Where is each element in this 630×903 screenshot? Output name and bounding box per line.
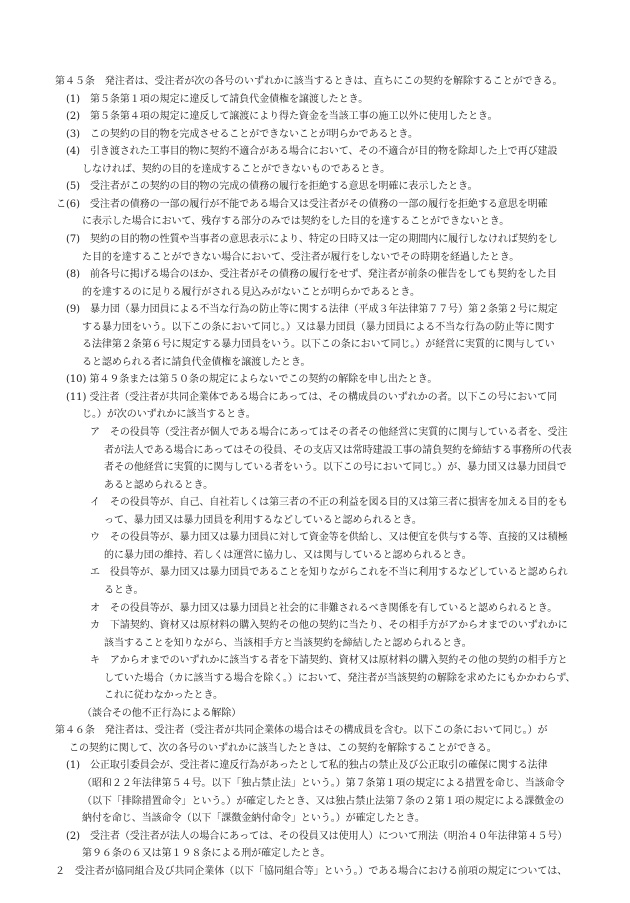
text-line: する暴力団をいう。以下この条において同じ。）又は暴力団員（暴力団員による不当な行為の防止等に関す — [82, 322, 555, 333]
text-line: (5) 受注者がこの契約の目的物の完成の債務の履行を拒絶する意思を明確に表示したとき。 — [66, 181, 478, 192]
text-line: エ 役員等が、暴力団又は暴力団員であることを知りながらこれを不当に利用するなどしていると認められ — [90, 567, 568, 578]
text-line: た目的を達することができない場合において、受注者が履行をしないでその時期を経過したとき。 — [82, 252, 520, 263]
text-line: （昭和２２年法律第５４号。以下「独占禁止法」という。）第７条第１項の規定による措置を命じ、当該命令 — [82, 778, 565, 789]
text-line: (8) 前各号に掲げる場合のほか、受注者がその債務の履行をせず、発注者が前条の催告をしても契約をした目 — [66, 269, 557, 280]
text-line: 第４６条 発注者は、受注者（受注者が共同企業体の場合はその構成員を含む。以下この条において同じ。）が — [55, 725, 548, 736]
text-line: (1) 第５条第１項の規定に違反して請負代金債権を譲渡したとき。 — [66, 94, 369, 105]
text-line: ア その役員等（受注者が個人である場合にあってはその者その他経営に実質的に関与している者を、受注 — [90, 427, 568, 438]
text-line: オ その役員等が、暴力団又は暴力団員と社会的に非難されるべき関係を有していると認められるとき。 — [90, 603, 558, 614]
text-line: （談合その他不正行為による解除） — [82, 708, 242, 719]
text-line: これに従わなかったとき。 — [104, 690, 223, 701]
text-line: 該当することを知りながら、当該相手方と当該契約を締結したと認められるとき。 — [104, 638, 472, 649]
text-line: あると認められるとき。 — [104, 480, 214, 491]
text-line: (10) 第４９条または第５０条の規定によらないでこの契約の解除を申し出たとき。 — [66, 374, 438, 385]
text-line: 的に暴力団の維持、若しくは運営に協力し、又は関与していると認められるとき。 — [104, 550, 472, 561]
text-line: に表示した場合において、残存する部分のみでは契約をした目的を達することができないとき。 — [82, 216, 510, 227]
text-line: 的を達するのに足りる履行がされる見込みがないことが明らかであるとき。 — [82, 287, 420, 298]
text-line: こ(6) 受注者の債務の一部の履行が不能である場合又は受注者がその債務の一部の履行を拒絶する意思を明確 — [56, 199, 548, 210]
text-line: る法律第２条第６号に規定する暴力団員をいう。以下この条において同じ。）が経営に実質的に関与してい — [82, 339, 555, 350]
text-line: 納付を命じ、当該命令（以下「課徴金納付命令」という。）が確定したとき。 — [82, 813, 425, 824]
text-line: (1) 公正取引委員会が、受注者に違反行為があったとして私的独占の禁止及び公正取引の確保に関する法律 — [66, 760, 548, 771]
text-line: しなければ、契約の目的を達成することができないものであるとき。 — [82, 164, 391, 175]
text-line: ウ その役員等が、暴力団又は暴力団員に対して資金等を供給し、又は便宜を供与する等、直接的又は積極 — [90, 532, 568, 543]
text-line: (2) 受注者（受注者が法人の場合にあっては、その役員又は使用人）について刑法（明治４０年法律第４５号） — [66, 831, 568, 842]
text-line: (9) 暴力団（暴力団員による不当な行為の防止等に関する法律（平成３年法律第７７号）第２条第２号に規定 — [66, 304, 558, 315]
text-line: （以下「排除措置命令」という。）が確定したとき、又は独占禁止法第７条の２第１項の規定による課徴金の — [82, 796, 565, 807]
text-line: るとき。 — [104, 585, 144, 596]
text-line: イ その役員等が、自己、自社若しくは第三者の不正の利益を図る目的又は第三者に損害を加える目的をも — [90, 497, 568, 508]
text-line: この契約に関して、次の各号のいずれかに該当したときは、この契約を解除することができる。 — [69, 743, 497, 754]
text-line: (4) 引き渡された工事目的物に契約不適合がある場合において、その不適合が目的物を除却した上で再び建設 — [66, 146, 558, 157]
text-line: (2) 第５条第４項の規定に違反して譲渡により得た資金を当該工事の施工以外に使用したとき。 — [66, 111, 498, 122]
text-line: 第９６条の６又は第１９８条による刑が確定したとき。 — [82, 848, 331, 859]
text-line: って、暴力団又は暴力団員を利用するなどしていると認められるとき。 — [104, 515, 422, 526]
text-line: カ 下請契約、資材又は原材料の購入契約その他の契約に当たり、その相手方がアからオまでのいずれかに — [90, 620, 568, 631]
text-line: (3) この契約の目的物を完成させることができないことが明らかであるとき。 — [66, 129, 418, 140]
text-line: (11) 受注者（受注者が共同企業体である場合にあっては、その構成員のいずれかの者。以下この号において同 — [66, 392, 558, 403]
text-line: キ アからオまでのいずれかに該当する者を下請契約、資材又は原材料の購入契約その他の契約の相手方と — [90, 655, 568, 666]
text-line: じ。）が次のいずれかに該当するとき。 — [82, 409, 256, 420]
text-line: していた場合（カに該当する場合を除く。）において、発注者が当該契約の解除を求めたにもかかわらず、 — [104, 673, 576, 684]
text-line: (7) 契約の目的物の性質や当事者の意思表示により、特定の日時又は一定の期間内に履行しなければ契約をし — [66, 234, 558, 245]
text-line: ると認められる者に請負代金債権を譲渡したとき。 — [82, 357, 311, 368]
text-line: 者が法人である場合にあってはその役員、その支店又は常時建設工事の請負契約を締結する事務所の代表 — [104, 445, 572, 456]
text-line: 第４５条 発注者は、受注者が次の各号のいずれかに該当するときは、直ちにこの契約を解除することができる。 — [55, 76, 563, 87]
text-line: 者その他経営に実質的に関与している者をいう。以下この号において同じ。）が、暴力団又は暴力団員で — [104, 462, 567, 473]
text-line: ２ 受注者が協同組合及び共同企業体（以下「協同組合等」という。）である場合における前項の規定については、 — [55, 866, 568, 877]
